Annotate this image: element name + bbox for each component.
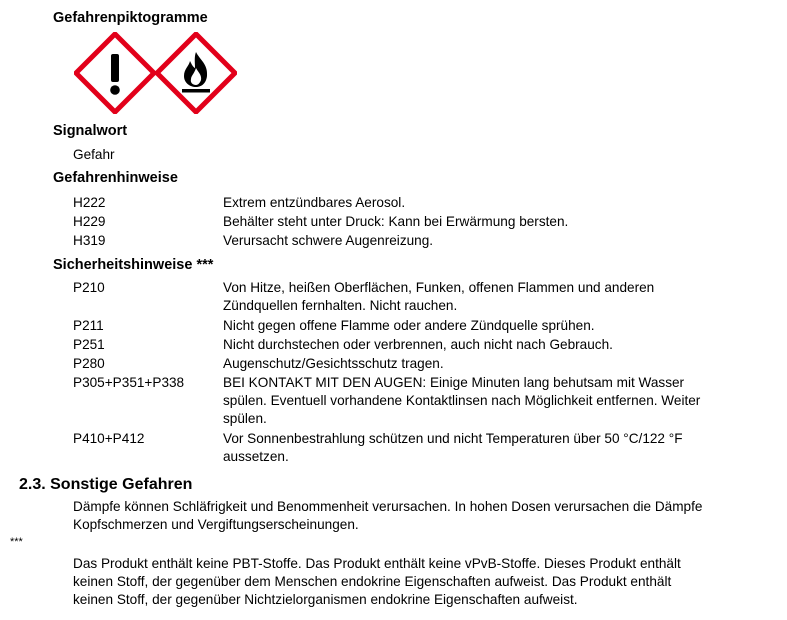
precaution-text: BEI KONTAKT MIT DEN AUGEN: Einige Minuten lang behutsam mit Wasser xyxy=(223,375,685,390)
precaution-text: Nicht gegen offene Flamme oder andere Zündquelle sprühen. xyxy=(223,318,595,333)
signal-heading: Signalwort xyxy=(53,123,128,139)
hazard-code: H229 xyxy=(73,214,106,229)
precaution-text: Augenschutz/Gesichtsschutz tragen. xyxy=(223,356,444,371)
hazard-text: Verursacht schwere Augenreizung. xyxy=(223,233,434,248)
precaution-text: spülen. Eventuell vorhandene Kontaktlinsen nach Möglichkeit entfernen. Weiter xyxy=(223,393,701,408)
precaution-text: Von Hitze, heißen Oberflächen, Funken, offenen Flammen und anderen xyxy=(223,280,655,295)
pictograms-heading: Gefahrenpiktogramme xyxy=(53,10,208,26)
precaution-code: P211 xyxy=(73,318,104,333)
hazard-text: Behälter steht unter Druck: Kann bei Erwärmung bersten. xyxy=(223,214,569,229)
section-heading: 2.3. Sonstige Gefahren xyxy=(19,476,193,493)
paragraph-line: keinen Stoff, der gegenüber Nichtzielorganismen endokrine Eigenschaften aufweist. xyxy=(73,592,578,607)
hazard-heading: Gefahrenhinweise xyxy=(53,170,178,186)
hazard-code: H319 xyxy=(73,233,106,248)
precaution-text: Nicht durchstechen oder verbrennen, auch nicht nach Gebrauch. xyxy=(223,337,613,352)
precaution-text: Vor Sonnenbestrahlung schützen und nicht Temperaturen über 50 °C/122 °F xyxy=(223,431,683,446)
hazard-code: H222 xyxy=(73,195,106,210)
paragraph-line: Das Produkt enthält keine PBT-Stoffe. Das Produkt enthält keine vPvB-Stoffe. Dieses Produkt enthält xyxy=(73,556,681,571)
precaution-code: P410+P412 xyxy=(73,431,145,446)
exclamation-mark-icon xyxy=(74,32,156,114)
precaution-text: aussetzen. xyxy=(223,449,289,464)
paragraph-line: Kopfschmerzen und Vergiftungserscheinungen. xyxy=(73,517,359,532)
precaution-text: Zündquellen fernhalten. Nicht rauchen. xyxy=(223,298,458,313)
signal-value: Gefahr xyxy=(73,147,115,162)
precaution-code: P210 xyxy=(73,280,105,295)
precaution-heading: Sicherheitshinweise *** xyxy=(53,257,214,273)
paragraph-line: keinen Stoff, der gegenüber dem Menschen endokrine Eigenschaften aufweist. Das Produkt enthält xyxy=(73,574,672,589)
hazard-text: Extrem entzündbares Aerosol. xyxy=(223,195,406,210)
precaution-code: P280 xyxy=(73,356,105,371)
precaution-code: P305+P351+P338 xyxy=(73,375,185,390)
precaution-text: spülen. xyxy=(223,411,267,426)
precaution-code: P251 xyxy=(73,337,105,352)
flame-icon xyxy=(155,32,237,114)
change-marker: *** xyxy=(10,536,23,548)
paragraph-line: Dämpfe können Schläfrigkeit und Benommenheit verursachen. In hohen Dosen verursachen die Dämpfe xyxy=(73,499,703,514)
